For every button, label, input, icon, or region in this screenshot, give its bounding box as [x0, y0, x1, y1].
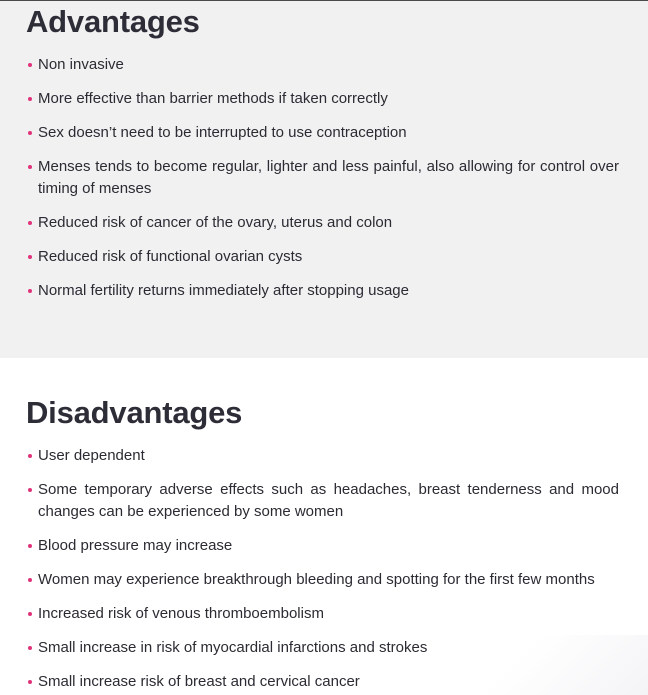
bullet-icon	[28, 131, 32, 135]
bullet-icon	[28, 221, 32, 225]
disadvantages-list	[26, 445, 619, 693]
bullet-icon	[28, 97, 32, 101]
list-item-text: Some temporary adverse effects such as headaches, breast tenderness and mood changes can be experienced by some women	[38, 481, 619, 520]
list-item	[26, 603, 619, 625]
bullet-icon	[28, 63, 32, 67]
list-item	[26, 569, 619, 591]
list-item-text: Increased risk of venous thromboembolism	[38, 605, 324, 622]
list-item-text: Sex doesn’t need to be interrupted to use contraception	[38, 124, 407, 141]
list-item	[26, 88, 619, 110]
list-item-text: Menses tends to become regular, lighter and less painful, also allowing for control over timing of menses	[38, 158, 619, 197]
bullet-icon	[28, 255, 32, 259]
list-item	[26, 212, 619, 234]
list-item	[26, 479, 619, 523]
bullet-icon	[28, 680, 32, 684]
list-item-text: Small increase in risk of myocardial infarctions and strokes	[38, 639, 428, 656]
disadvantages-section	[0, 358, 648, 695]
list-item-text: Small increase risk of breast and cervical cancer	[38, 673, 360, 690]
list-item-text: More effective than barrier methods if taken correctly	[38, 90, 388, 107]
advantages-list	[26, 54, 619, 302]
list-item-text: Women may experience breakthrough bleeding and spotting for the first few months	[38, 571, 595, 588]
list-item-text: Non invasive	[38, 56, 124, 73]
list-item	[26, 246, 619, 268]
bullet-icon	[28, 289, 32, 293]
list-item-text: Reduced risk of cancer of the ovary, uterus and colon	[38, 214, 393, 231]
list-item-text: Blood pressure may increase	[38, 537, 233, 554]
list-item	[26, 280, 619, 302]
list-item	[26, 54, 619, 76]
bullet-icon	[28, 578, 32, 582]
advantages-heading: Advantages	[26, 4, 200, 39]
list-item-text: Reduced risk of functional ovarian cysts	[38, 248, 303, 265]
bullet-icon	[28, 454, 32, 458]
list-item	[26, 637, 619, 659]
list-item-text: User dependent	[38, 447, 145, 464]
list-item	[26, 156, 619, 200]
list-item	[26, 535, 619, 557]
advantages-section	[0, 1, 648, 358]
bullet-icon	[28, 488, 32, 492]
bullet-icon	[28, 612, 32, 616]
list-item	[26, 122, 619, 144]
list-item-text: Normal fertility returns immediately after stopping usage	[38, 282, 409, 299]
list-item	[26, 445, 619, 467]
disadvantages-heading: Disadvantages	[26, 395, 243, 430]
list-item	[26, 671, 619, 693]
bullet-icon	[28, 165, 32, 169]
bullet-icon	[28, 646, 32, 650]
bullet-icon	[28, 544, 32, 548]
